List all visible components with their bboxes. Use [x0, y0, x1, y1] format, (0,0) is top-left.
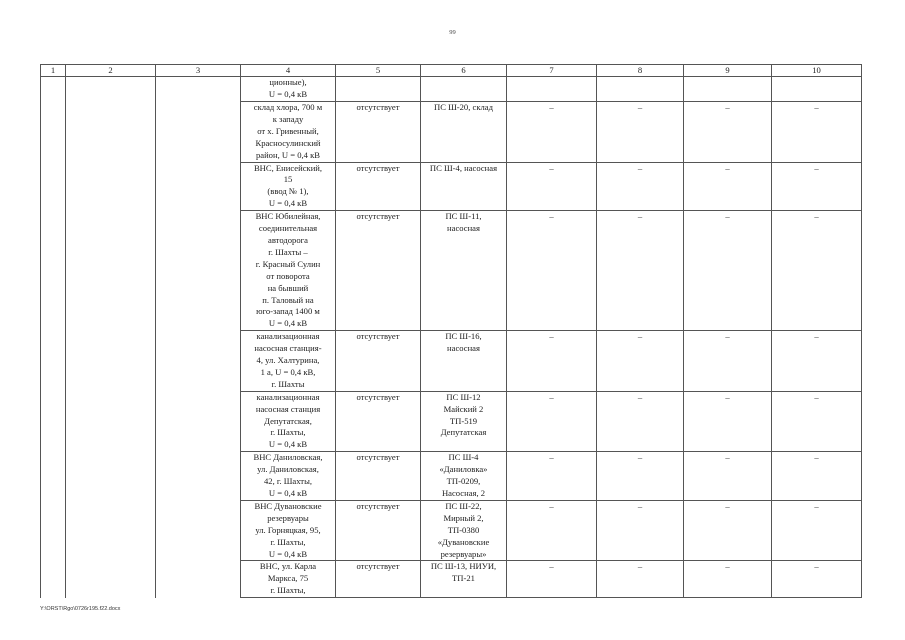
empty-cell	[66, 331, 156, 392]
table-cell-c7: –	[507, 561, 597, 598]
table-row	[41, 561, 862, 598]
table-cell-c8: –	[597, 452, 684, 501]
empty-cell	[41, 162, 66, 211]
table-cell-c9: –	[684, 452, 772, 501]
empty-cell	[156, 102, 241, 163]
empty-cell	[66, 500, 156, 561]
empty-cell	[66, 391, 156, 452]
column-header: 5	[336, 65, 421, 77]
table-cell-c6: ПС Ш-13, НИУИ, ТП-21	[421, 561, 507, 598]
column-header: 8	[597, 65, 684, 77]
table-cell-c4: канализационная насосная станция- 4, ул. Халтурина, 1 а, U = 0,4 кВ, г. Шахты	[241, 331, 336, 392]
empty-cell	[41, 452, 66, 501]
table-cell-c4: ВНС Даниловская, ул. Даниловская, 42, г. Шахты, U = 0,4 кВ	[241, 452, 336, 501]
table-cell-c7: –	[507, 211, 597, 331]
table-cell-c5	[336, 77, 421, 102]
table-row	[41, 391, 862, 452]
table-cell-c10: –	[772, 561, 862, 598]
table-cell-c10: –	[772, 162, 862, 211]
column-header: 7	[507, 65, 597, 77]
empty-cell	[41, 561, 66, 598]
file-path-footer: Y:\ORST\Rgo\0726r195.f22.docx	[40, 606, 121, 612]
empty-cell	[41, 102, 66, 163]
empty-cell	[156, 162, 241, 211]
table-cell-c10: –	[772, 391, 862, 452]
table-row	[41, 331, 862, 392]
column-header: 10	[772, 65, 862, 77]
table-row	[41, 162, 862, 211]
table-cell-c5: отсутствует	[336, 211, 421, 331]
column-header: 4	[241, 65, 336, 77]
empty-cell	[156, 561, 241, 598]
table-cell-c5: отсутствует	[336, 452, 421, 501]
column-header: 2	[66, 65, 156, 77]
table-cell-c4: ВНС, ул. Карла Маркса, 75 г. Шахты,	[241, 561, 336, 598]
column-header: 9	[684, 65, 772, 77]
table-cell-c10: –	[772, 211, 862, 331]
table-cell-c7: –	[507, 102, 597, 163]
table-cell-c9	[684, 77, 772, 102]
empty-cell	[66, 102, 156, 163]
empty-cell	[156, 500, 241, 561]
table-cell-c8: –	[597, 211, 684, 331]
table-cell-c6: ПС Ш-16, насосная	[421, 331, 507, 392]
empty-cell	[66, 77, 156, 102]
table-row	[41, 211, 862, 331]
table-cell-c5: отсутствует	[336, 500, 421, 561]
table-cell-c4: ционные), U = 0,4 кВ	[241, 77, 336, 102]
table-cell-c7	[507, 77, 597, 102]
table-cell-c7: –	[507, 162, 597, 211]
table-cell-c8: –	[597, 561, 684, 598]
empty-cell	[66, 162, 156, 211]
empty-cell	[156, 331, 241, 392]
table-cell-c6: ПС Ш-22, Мирный 2, ТП-0380 «Дувановские резервуары»	[421, 500, 507, 561]
empty-cell	[156, 211, 241, 331]
table-cell-c9: –	[684, 102, 772, 163]
table-cell-c8: –	[597, 162, 684, 211]
table-cell-c9: –	[684, 500, 772, 561]
table-cell-c7: –	[507, 500, 597, 561]
table-cell-c5: отсутствует	[336, 331, 421, 392]
table-cell-c8: –	[597, 102, 684, 163]
table-body	[41, 77, 862, 598]
empty-cell	[41, 211, 66, 331]
empty-cell	[156, 452, 241, 501]
table-cell-c4: склад хлора, 700 м к западу от х. Гривенный, Красносулинский район, U = 0,4 кВ	[241, 102, 336, 163]
table-cell-c4: канализационная насосная станция Депутатская, г. Шахты, U = 0,4 кВ	[241, 391, 336, 452]
table-cell-c10: –	[772, 452, 862, 501]
table-row	[41, 102, 862, 163]
table-cell-c8: –	[597, 391, 684, 452]
table-cell-c9: –	[684, 561, 772, 598]
table-cell-c8: –	[597, 500, 684, 561]
table-cell-c7: –	[507, 331, 597, 392]
empty-cell	[156, 77, 241, 102]
empty-cell	[66, 452, 156, 501]
table-cell-c7: –	[507, 452, 597, 501]
column-number-row	[41, 65, 862, 77]
table-cell-c8	[597, 77, 684, 102]
table-cell-c8: –	[597, 331, 684, 392]
table-cell-c10: –	[772, 500, 862, 561]
column-header: 1	[41, 65, 66, 77]
table-cell-c10: –	[772, 102, 862, 163]
empty-cell	[66, 561, 156, 598]
table-cell-c6: ПС Ш-11, насосная	[421, 211, 507, 331]
empty-cell	[156, 391, 241, 452]
table-cell-c5: отсутствует	[336, 391, 421, 452]
table-cell-c6: ПС Ш-12 Майский 2 ТП-519 Депутатская	[421, 391, 507, 452]
table-cell-c6: ПС Ш-4 «Даниловка» ТП-0209, Насосная, 2	[421, 452, 507, 501]
document-table	[40, 64, 862, 598]
table-cell-c10: –	[772, 331, 862, 392]
table-cell-c5: отсутствует	[336, 561, 421, 598]
column-header: 6	[421, 65, 507, 77]
table-row	[41, 452, 862, 501]
table-cell-c9: –	[684, 162, 772, 211]
table-cell-c5: отсутствует	[336, 102, 421, 163]
table-cell-c4: ВНС Юбилейная, соединительная автодорога г. Шахты – г. Красный Сулин от поворота на бывший п. Таловый на юго-запад 1400 м U = 0,4 кВ	[241, 211, 336, 331]
table-row	[41, 77, 862, 102]
table-cell-c9: –	[684, 331, 772, 392]
empty-cell	[41, 500, 66, 561]
table-cell-c6	[421, 77, 507, 102]
table-cell-c9: –	[684, 211, 772, 331]
table-cell-c6: ПС Ш-20, склад	[421, 102, 507, 163]
empty-cell	[66, 211, 156, 331]
empty-cell	[41, 77, 66, 102]
table-cell-c4: ВНС, Енисейский, 15 (ввод № 1), U = 0,4 кВ	[241, 162, 336, 211]
table-cell-c6: ПС Ш-4, насосная	[421, 162, 507, 211]
table-cell-c4: ВНС Дувановские резервуары ул. Горняцкая, 95, г. Шахты, U = 0,4 кВ	[241, 500, 336, 561]
empty-cell	[41, 391, 66, 452]
table-cell-c10	[772, 77, 862, 102]
table-cell-c7: –	[507, 391, 597, 452]
table-cell-c9: –	[684, 391, 772, 452]
column-header: 3	[156, 65, 241, 77]
table-row	[41, 500, 862, 561]
empty-cell	[41, 331, 66, 392]
page-number: 99	[449, 29, 456, 36]
table-cell-c5: отсутствует	[336, 162, 421, 211]
